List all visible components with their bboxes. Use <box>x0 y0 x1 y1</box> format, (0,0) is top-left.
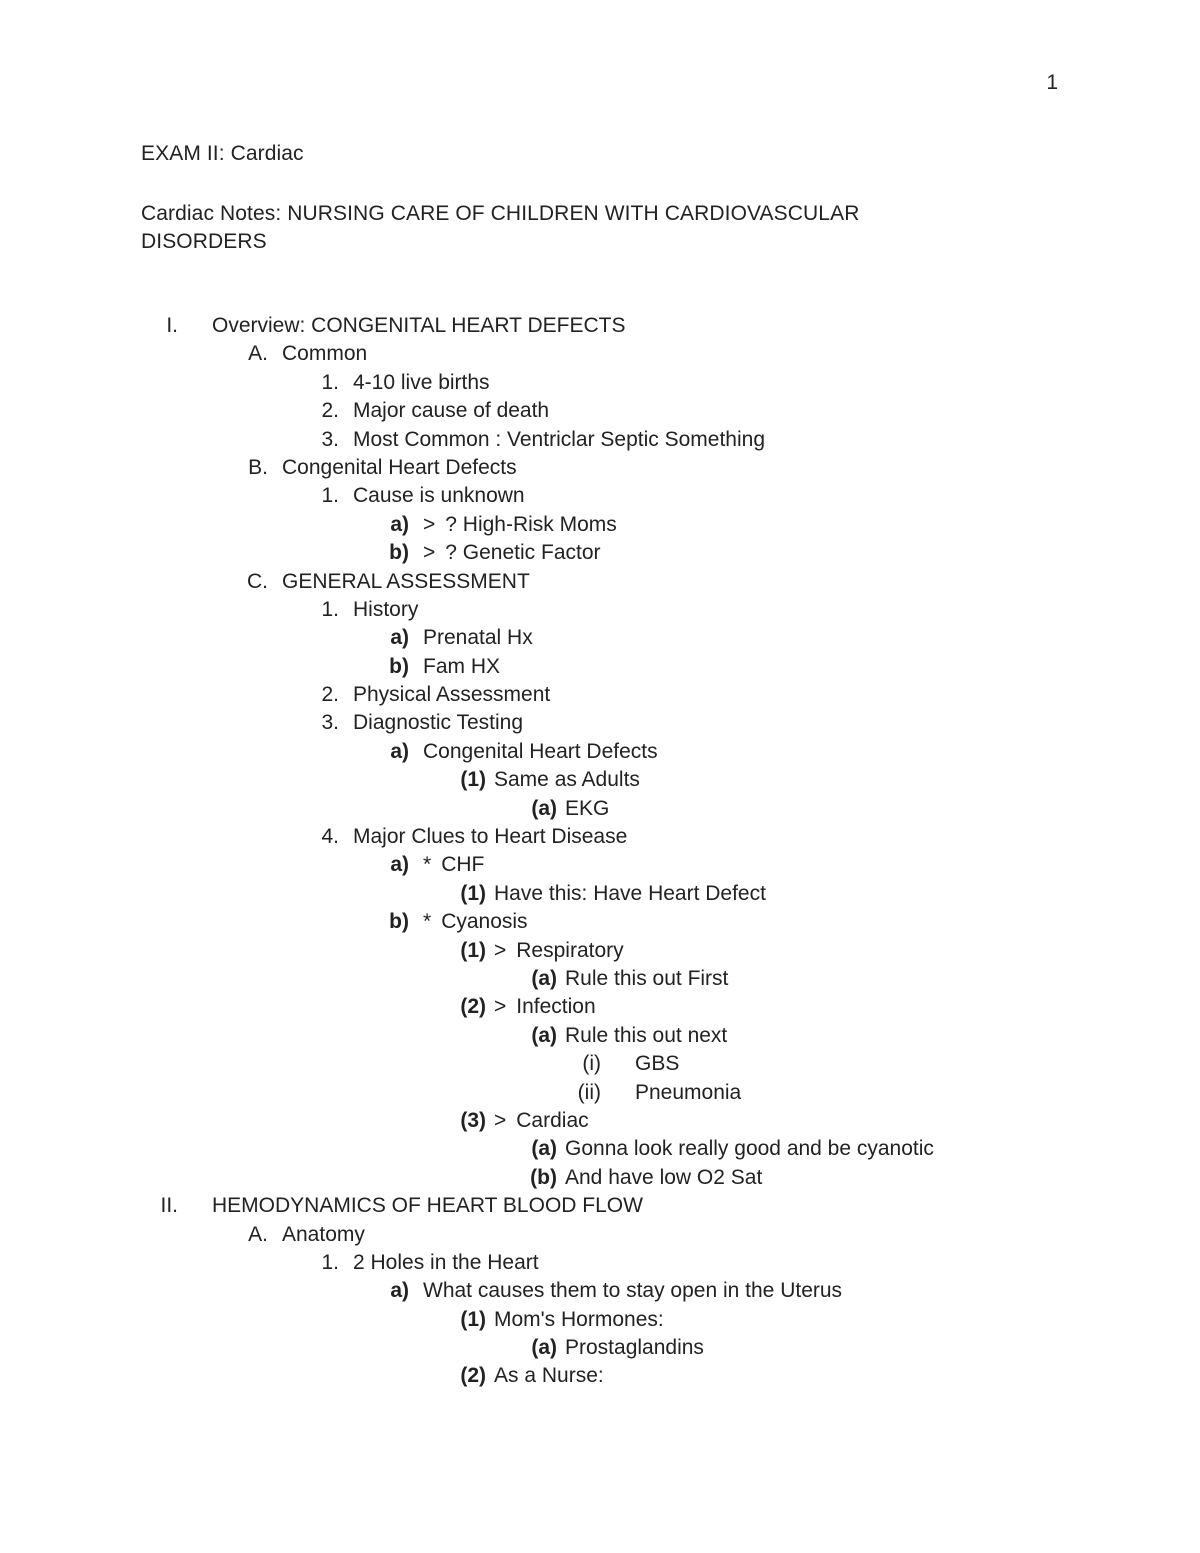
outline-item-label: A. <box>248 1222 268 1246</box>
outline-item-content <box>494 937 624 965</box>
outline-item-content <box>635 1050 679 1078</box>
outline-item-label: 2. <box>321 399 339 423</box>
outline-item-text: ? High-Risk Moms <box>445 512 617 536</box>
outline-item-text: Rule this out next <box>565 1023 728 1047</box>
outline-item-label: (a) <box>531 966 557 990</box>
outline-item-content <box>423 511 617 539</box>
outline-item <box>0 482 1200 510</box>
outline-item-content <box>565 1164 762 1192</box>
outline-item-content <box>353 426 765 454</box>
outline-item <box>0 993 1200 1021</box>
outline-item-symbol: * <box>423 910 432 934</box>
outline-item-label: B. <box>248 455 268 479</box>
outline-item-content <box>353 709 523 737</box>
outline-item <box>0 795 1200 823</box>
outline-item-text: As a Nurse: <box>494 1364 604 1388</box>
outline-item <box>0 426 1200 454</box>
outline-item-text: Mom's Hormones: <box>494 1307 664 1331</box>
outline-item-text: Most Common : Ventriclar Septic Something <box>353 427 766 451</box>
outline-item-label: 1. <box>321 370 339 394</box>
outline-item-content <box>494 1306 664 1334</box>
outline-item <box>0 681 1200 709</box>
outline-item-text: GBS <box>635 1052 680 1076</box>
outline-item-content <box>212 1192 643 1220</box>
outline-item-label: (1) <box>460 1307 486 1331</box>
outline-item <box>0 511 1200 539</box>
outline-item-text: Same as Adults <box>494 768 640 792</box>
outline-item-content <box>282 568 530 596</box>
outline-item <box>0 454 1200 482</box>
outline-item-text: Overview: CONGENITAL HEART DEFECTS <box>212 314 626 337</box>
outline-item-text: 2 Holes in the Heart <box>353 1250 539 1274</box>
outline-item <box>0 1362 1200 1390</box>
outline-item-content <box>494 880 766 908</box>
outline-item-text: EKG <box>565 796 610 820</box>
outline-item-label: b) <box>389 541 409 565</box>
outline-item-label: I. <box>166 314 178 337</box>
outline-item-text: Diagnostic Testing <box>353 711 524 735</box>
outline-item-text: Infection <box>516 995 596 1019</box>
outline-item-label: a) <box>390 739 409 763</box>
outline-item-content <box>565 1135 934 1163</box>
outline-item-label: (3) <box>460 1108 486 1132</box>
outline-item-text: Congenital Heart Defects <box>423 739 658 763</box>
outline-item-label: C. <box>247 569 268 593</box>
outline-item-text: Rule this out First <box>565 966 729 990</box>
outline-item-label: b) <box>389 654 409 678</box>
outline-item-text: Prenatal Hx <box>423 626 533 650</box>
outline-item-label: (a) <box>531 1336 557 1360</box>
outline-item-text: Prostaglandins <box>565 1336 704 1360</box>
outline-item-label: (i) <box>582 1052 601 1076</box>
outline-item-content <box>565 1022 727 1050</box>
outline-item-label: 1. <box>321 484 339 508</box>
outline-item-text: 4-10 live births <box>353 370 490 394</box>
outline-item-label: (a) <box>531 1023 557 1047</box>
outline-item-content <box>423 653 500 681</box>
outline-item <box>0 624 1200 652</box>
outline-item-label: (2) <box>460 995 486 1019</box>
outline-item-content <box>635 1079 741 1107</box>
outline-item-label: (1) <box>460 881 486 905</box>
outline-item-text: Congenital Heart Defects <box>282 455 517 479</box>
outline-item-text: ? Genetic Factor <box>445 541 601 565</box>
outline-item-content <box>423 851 484 879</box>
outline-item-label: b) <box>389 910 409 934</box>
outline-item-content <box>423 738 658 766</box>
outline-item-content <box>494 1362 604 1390</box>
outline-item-label: 3. <box>321 427 339 451</box>
outline-item <box>0 1334 1200 1362</box>
outline-item-symbol: > <box>494 938 507 962</box>
outline-item <box>0 880 1200 908</box>
outline-item <box>0 1221 1200 1249</box>
outline-item-text: Common <box>282 342 368 366</box>
outline-item-label: (1) <box>460 768 486 792</box>
outline-item-label: (a) <box>531 796 557 820</box>
outline-item-label: a) <box>390 626 409 650</box>
outline-item <box>0 653 1200 681</box>
outline-item <box>0 340 1200 368</box>
outline-item <box>0 766 1200 794</box>
outline-item-content <box>565 795 609 823</box>
outline-item-label: a) <box>390 512 409 536</box>
outline-item-text: Pneumonia <box>635 1080 742 1104</box>
outline-item-content <box>353 681 550 709</box>
outline-item <box>0 312 1200 340</box>
outline-item-content <box>353 369 490 397</box>
outline-list <box>0 312 1200 1391</box>
outline-item-content <box>494 993 596 1021</box>
outline-item <box>0 1306 1200 1334</box>
outline-item-label: A. <box>248 342 268 366</box>
outline-item-label: 1. <box>321 597 339 621</box>
outline-item-content <box>423 1277 842 1305</box>
outline-item <box>0 1192 1200 1220</box>
outline-item <box>0 851 1200 879</box>
outline-item-label: (ii) <box>577 1080 601 1104</box>
outline-item-text: GENERAL ASSESSMENT <box>282 569 530 593</box>
outline-item <box>0 397 1200 425</box>
page-number: 1 <box>1046 71 1058 94</box>
outline-item <box>0 369 1200 397</box>
outline-item <box>0 908 1200 936</box>
outline-item-content <box>565 965 728 993</box>
outline-item-content <box>282 1221 365 1249</box>
outline-item-text: Physical Assessment <box>353 683 551 707</box>
outline-item <box>0 1050 1200 1078</box>
outline-item <box>0 965 1200 993</box>
outline-item-text: CHF <box>441 853 485 877</box>
outline-item-symbol: > <box>494 1108 507 1132</box>
outline-item-symbol: * <box>423 853 432 877</box>
outline-item-content <box>565 1334 704 1362</box>
outline-item-text: Major Clues to Heart Disease <box>353 825 628 849</box>
outline-item-text: Anatomy <box>282 1222 365 1246</box>
outline-item-label: 2. <box>321 683 339 707</box>
outline-item-content <box>494 1107 589 1135</box>
outline-item-content <box>353 823 627 851</box>
outline-item <box>0 1135 1200 1163</box>
outline-item <box>0 1277 1200 1305</box>
outline-item-label: a) <box>390 853 409 877</box>
outline-item <box>0 1249 1200 1277</box>
outline-item <box>0 1164 1200 1192</box>
outline-item-content <box>494 766 640 794</box>
outline-item-content <box>353 1249 539 1277</box>
outline-item <box>0 1107 1200 1135</box>
outline-item-text: Have this: Have Heart Defect <box>494 881 766 905</box>
outline-item-label: (1) <box>460 938 486 962</box>
outline-item-label: 1. <box>321 1250 339 1274</box>
outline-item-label: (2) <box>460 1364 486 1388</box>
outline-item <box>0 596 1200 624</box>
outline-item-label: II. <box>160 1194 178 1218</box>
outline-item-text: Gonna look really good and be cyanotic <box>565 1137 934 1161</box>
outline-item-content <box>353 482 525 510</box>
outline-item-text: HEMODYNAMICS OF HEART BLOOD FLOW <box>212 1194 643 1218</box>
outline-item-label: a) <box>390 1279 409 1303</box>
outline-item-symbol: > <box>494 995 507 1019</box>
outline-item-content <box>212 312 625 340</box>
outline-item-text: Fam HX <box>423 654 501 678</box>
outline-item <box>0 937 1200 965</box>
outline-item <box>0 1022 1200 1050</box>
outline-item-content <box>423 539 601 567</box>
outline-item-content <box>353 397 549 425</box>
outline-item-text: Major cause of death <box>353 399 550 423</box>
outline-item-label: (b) <box>530 1165 557 1189</box>
outline-item <box>0 568 1200 596</box>
outline-item-symbol: > <box>423 512 436 536</box>
outline-item-text: Cause is unknown <box>353 484 525 508</box>
outline-item-label: 3. <box>321 711 339 735</box>
outline-item-text: History <box>353 597 419 621</box>
outline-item-text: Cardiac <box>516 1108 589 1132</box>
outline-item <box>0 539 1200 567</box>
outline-item <box>0 709 1200 737</box>
outline-item-content <box>423 624 533 652</box>
outline-item-label: 4. <box>321 825 339 849</box>
outline-item <box>0 823 1200 851</box>
outline-item-label: (a) <box>531 1137 557 1161</box>
outline-item-text: Respiratory <box>516 938 624 962</box>
outline-item-content <box>282 454 517 482</box>
outline-item-content <box>423 908 528 936</box>
outline-item-symbol: > <box>423 541 436 565</box>
outline-item-text: What causes them to stay open in the Uterus <box>423 1279 843 1303</box>
outline-item-text: Cyanosis <box>441 910 528 934</box>
document-title: EXAM II: Cardiac <box>141 142 304 165</box>
outline-item-content <box>353 596 418 624</box>
outline-item-text: And have low O2 Sat <box>565 1165 763 1189</box>
document-subtitle: Cardiac Notes: NURSING CARE OF CHILDREN WITH CARDIOVASCULAR DISORDERS <box>141 202 860 253</box>
outline-item <box>0 1079 1200 1107</box>
outline-item <box>0 738 1200 766</box>
outline-item-content <box>282 340 367 368</box>
